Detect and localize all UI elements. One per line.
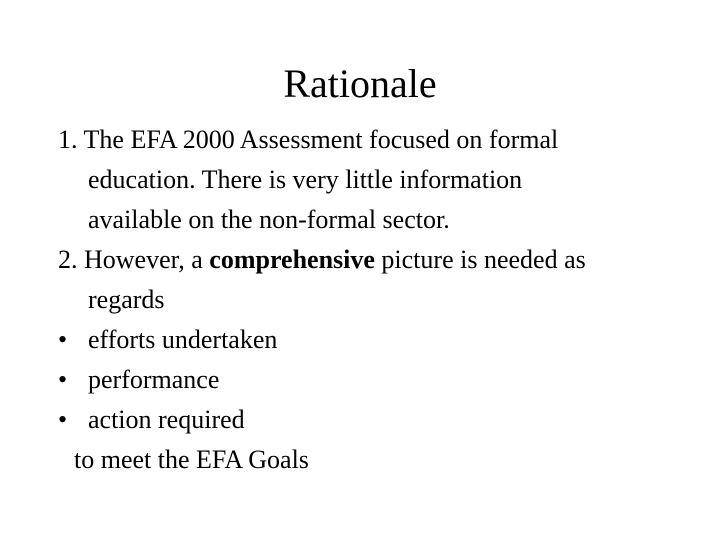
bullet-dot-icon: • bbox=[58, 325, 68, 354]
bullet-item bbox=[58, 360, 698, 400]
slide-title: Rationale bbox=[283, 61, 437, 106]
bullet-item bbox=[58, 320, 698, 360]
numbered-item-2-line-1 bbox=[58, 240, 698, 280]
bullet-item bbox=[58, 400, 698, 440]
numbered-item-1 bbox=[58, 120, 698, 240]
bullet-list bbox=[58, 320, 698, 440]
numbered-item-1-line-2: education. There is very little information bbox=[88, 165, 523, 194]
numbered-item-1-line-1: 1. The EFA 2000 Assessment focused on formal bbox=[58, 125, 559, 154]
closing-line: to meet the EFA Goals bbox=[74, 445, 309, 474]
item-2-text-post: picture is needed as bbox=[374, 245, 586, 274]
slide-body bbox=[58, 120, 698, 480]
bullet-text: performance bbox=[88, 365, 220, 394]
numbered-item-2-line-2: regards bbox=[88, 285, 165, 314]
bullet-text: efforts undertaken bbox=[88, 325, 278, 354]
bullet-dot-icon: • bbox=[58, 405, 68, 434]
bullet-text: action required bbox=[88, 405, 245, 434]
numbered-item-1-line-3: available on the non-formal sector. bbox=[88, 205, 450, 234]
numbered-item-2 bbox=[58, 240, 698, 320]
bullet-dot-icon: • bbox=[58, 365, 68, 394]
item-2-text-pre: 2. However, a bbox=[58, 245, 210, 274]
item-2-emphasis: comprehensive bbox=[209, 245, 375, 274]
